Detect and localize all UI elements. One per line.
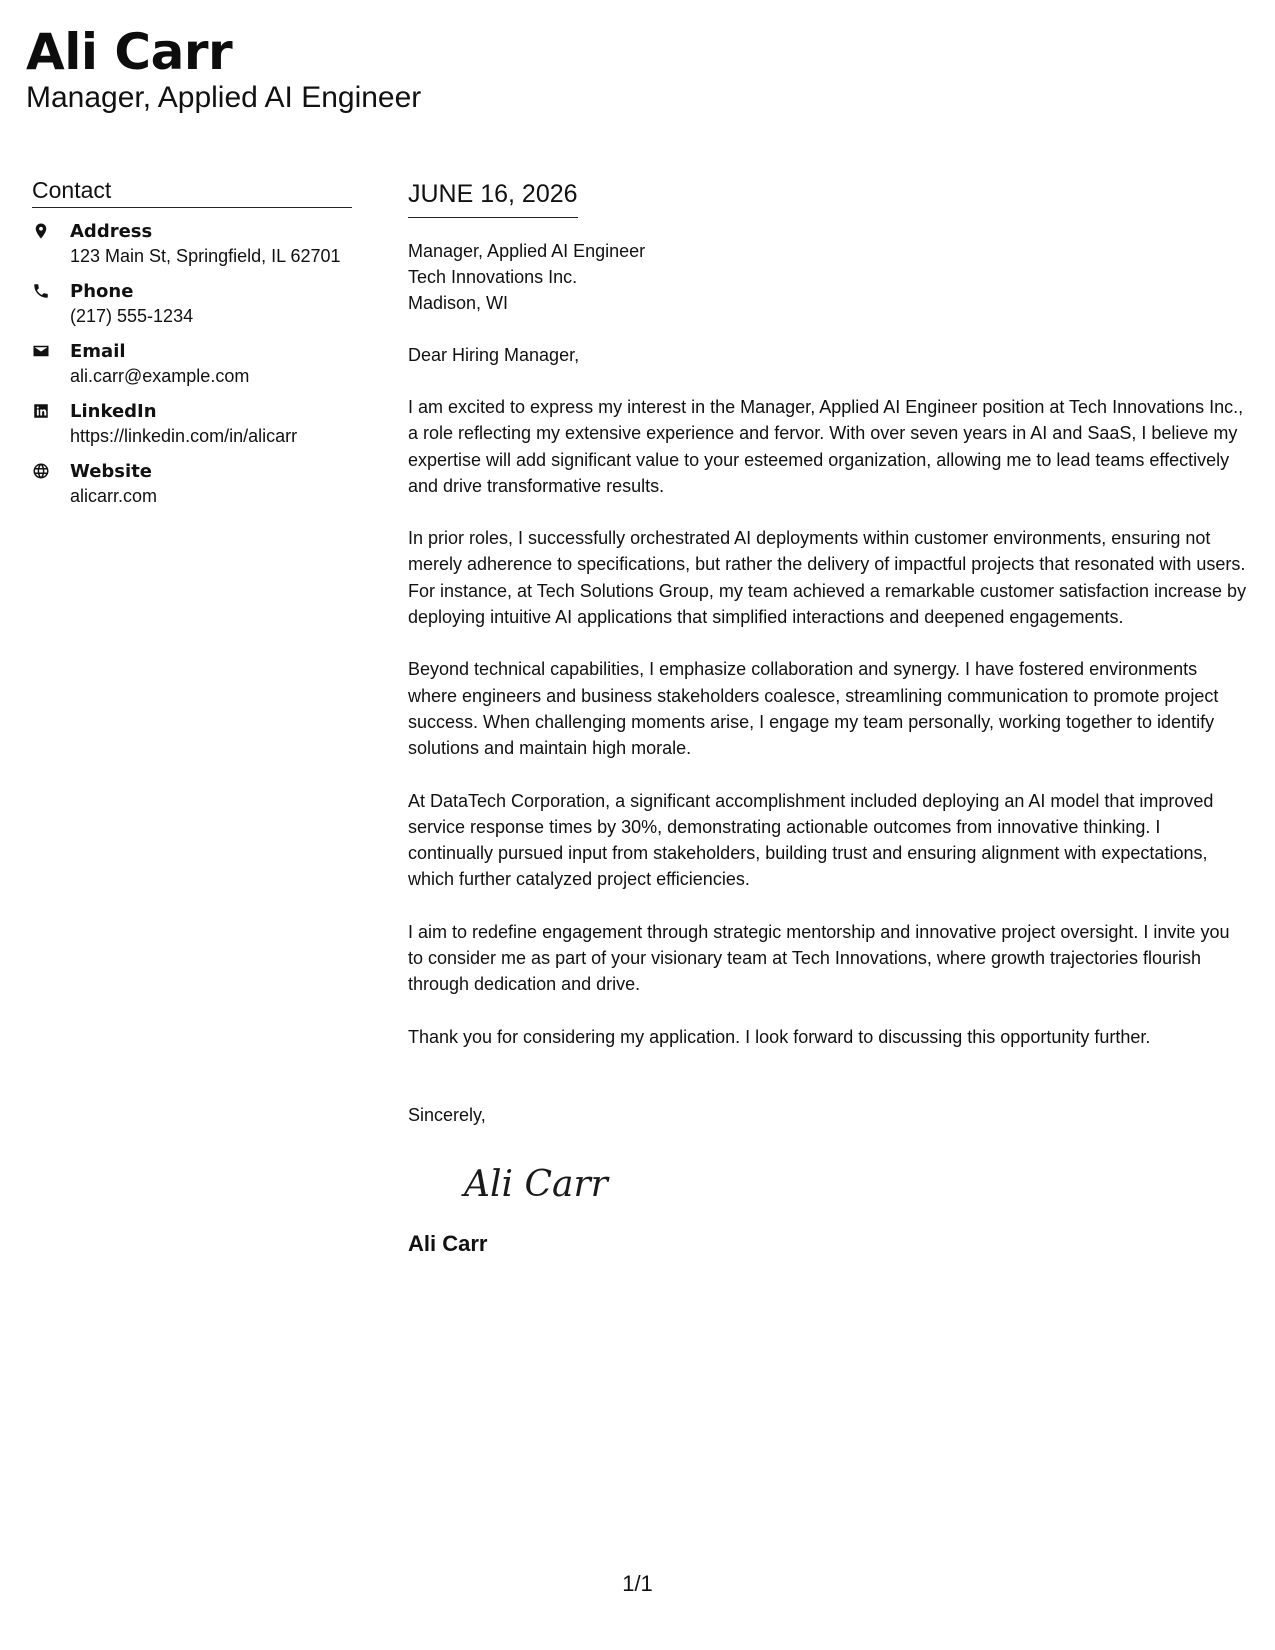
contact-sidebar xyxy=(32,176,352,520)
contact-label: Website xyxy=(70,461,153,482)
phone-icon xyxy=(32,280,70,302)
contact-label: Phone xyxy=(70,281,134,302)
page-number: 1/1 xyxy=(622,1571,653,1596)
contact-value: https://linkedin.com/in/alicarr xyxy=(70,426,298,446)
contact-item-linkedin xyxy=(32,400,352,448)
closing: Sincerely, xyxy=(408,1104,486,1125)
letter-paragraph: At DataTech Corporation, a significant accomplishment included deploying an AI model that improved service response times by 30%, demonstrating actionable outcomes from innovative thinking. I continually pursued input from stakeholders, building trust and ensuring alignment with expectations, which further catalyzed project efficiencies. xyxy=(408,790,1214,890)
contact-value: alicarr.com xyxy=(70,486,158,506)
applicant-headline: Manager, Applied AI Engineer xyxy=(26,81,422,114)
envelope-icon xyxy=(32,340,70,362)
recipient-block xyxy=(408,238,1248,316)
letter-date: JUNE 16, 2026 xyxy=(408,178,578,218)
letter-paragraph: I aim to redefine engagement through strategic mentorship and innovative project oversight. I invite you to consider me as part of your visionary team at Tech Innovations, where growth trajectories flourish through dedication and drive. xyxy=(408,921,1230,995)
contact-item-phone xyxy=(32,280,352,328)
applicant-name: Ali Carr xyxy=(26,23,233,81)
recipient-company: Tech Innovations Inc. xyxy=(408,267,578,287)
signer-name: Ali Carr xyxy=(408,1230,488,1256)
recipient-location: Madison, WI xyxy=(408,293,509,313)
contact-label: Address xyxy=(70,221,153,242)
contact-item-email xyxy=(32,340,352,388)
map-pin-icon xyxy=(32,220,70,242)
letter-paragraph: Beyond technical capabilities, I emphasize collaboration and synergy. I have fostered environments where engineers and business stakeholders coalesce, streamlining communication to promote project success. When challenging moments arise, I engage my team personally, working together to identify solutions and maintain high morale. xyxy=(408,659,1219,759)
linkedin-icon xyxy=(32,400,70,422)
letter-paragraph: In prior roles, I successfully orchestrated AI deployments within customer environments, ensuring not merely adherence to specifications, but rather the delivery of impactful projects that resonated with users. For instance, at Tech Solutions Group, my team achieved a remarkable customer satisfaction increase by deploying intuitive AI applications that simplified interactions and deepened engagements. xyxy=(408,528,1247,628)
contact-value: (217) 555-1234 xyxy=(70,306,194,326)
signature-text: Ali Carr xyxy=(464,1163,608,1205)
contact-item-website xyxy=(32,460,352,508)
handwritten-signature xyxy=(460,1158,680,1208)
header xyxy=(26,22,421,116)
contact-list xyxy=(32,220,352,508)
contact-value: ali.carr@example.com xyxy=(70,366,250,386)
globe-icon xyxy=(32,460,70,482)
recipient-title: Manager, Applied AI Engineer xyxy=(408,241,646,261)
salutation: Dear Hiring Manager, xyxy=(408,345,580,365)
contact-value: 123 Main St, Springfield, IL 62701 xyxy=(70,246,341,266)
contact-section-title: Contact xyxy=(32,176,352,208)
contact-label: LinkedIn xyxy=(70,401,157,422)
letter-paragraph: Thank you for considering my application. I look forward to discussing this opportunity further. xyxy=(408,1026,1151,1047)
contact-item-address xyxy=(32,220,352,268)
contact-label: Email xyxy=(70,341,126,362)
letter-body xyxy=(408,178,1248,1258)
letter-paragraph: I am excited to express my interest in the Manager, Applied AI Engineer position at Tech Innovations Inc., a role reflecting my extensive experience and fervor. With over seven years in AI and SaaS, I believe my expertise will add significant value to your esteemed organization, allowing me to lead teams effectively and drive transformative results. xyxy=(408,397,1244,496)
